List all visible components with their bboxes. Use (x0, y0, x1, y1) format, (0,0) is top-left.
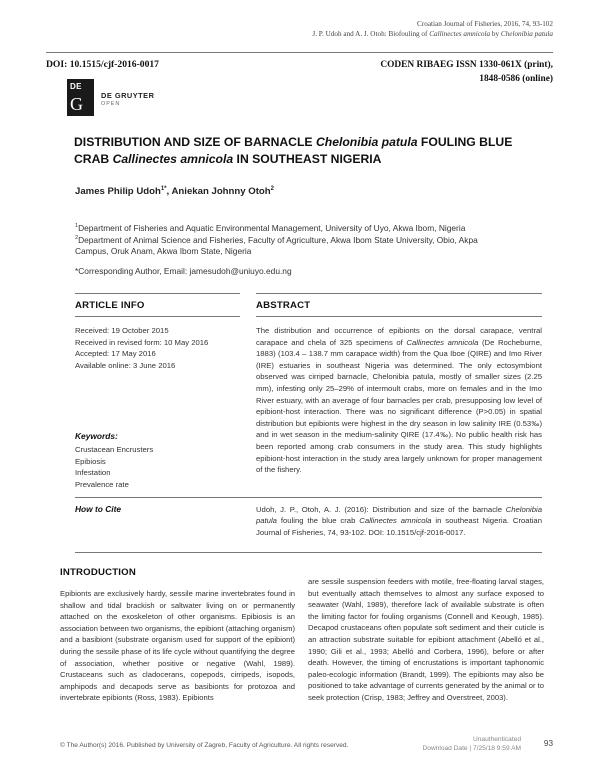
copyright-notice: © The Author(s) 2016. Published by University of Zagreb, Faculty of Agriculture. All rights reserved. (60, 742, 349, 749)
author-2-sup: 2 (270, 186, 274, 192)
keywords-list (75, 444, 153, 490)
abstract-text-2: (De Rocheburne, 1883) (103.4 – 138.7 mm carapace width) from the Qua Iboe (QIRE) and Imo River (IRE) estuaries in southeast Nigeria was determined. The only ectosymbiont observed was cirriped barnacle, Chelonibia patula, mostly of smaller sizes (2.25 mm), infesting only 25–29% of intermoult crabs, more on females and in the Imo River estuary, with an average of four barnacles per crab, presupposing low level of epibiont-host interaction. There was no significant difference (P>0.05) in spatial distribution but epibionts were highest in the dry season in low salinity IRE (0.53‰) and in wet season in the medium-salinity QIRE (17.4‰). No public health risk has been reported among crab consumers in the study area. This study highlights epibiont-host interaction in the study area largely unknown for proper management of the fishery. (256, 337, 542, 475)
running-head-journal: Croatian Journal of Fisheries, 2016, 74, 93-102 (417, 20, 553, 28)
author-sep: , (166, 186, 172, 198)
author-1: James Philip Udoh (75, 186, 161, 198)
abstract-heading: ABSTRACT (256, 300, 311, 311)
article-info-heading: ARTICLE INFO (75, 300, 145, 311)
affiliation-2 (75, 233, 555, 258)
abstract-text-1: The distribution and occurrence of epibionts on the dorsal carapace, ventral carapace and chela of 325 specimens of (256, 326, 542, 347)
abstract-body (256, 325, 542, 476)
doi[interactable]: DOI: 10.1515/cjf-2016-0017 (46, 59, 159, 70)
aff-2-line-2: Campus, Oruk Anam, Akwa Ibom State, Nigeria (75, 246, 252, 257)
article-info-top-rule (75, 293, 240, 294)
title-part-3: IN SOUTHEAST NIGERIA (233, 152, 382, 166)
keyword-item: Infestation (75, 468, 111, 478)
aff-2-line-1: Department of Animal Science and Fisheries, Faculty of Agriculture, Akwa Ibom State University, Obio, Akpa (78, 234, 478, 245)
cite-bottom-rule (75, 552, 542, 553)
revised-date: Received in revised form: 10 May 2016 (75, 337, 209, 347)
download-date: Download Date | 7/25/18 9:59 AM (422, 745, 521, 752)
cite-text-1: Udoh, J. P., Otoh, A. J. (2016): Distribution and size of the barnacle (256, 505, 506, 514)
citation-text (256, 504, 542, 538)
aff-2-sup: 2 (75, 235, 79, 241)
title-part-2: FOULING BLUE CRAB (74, 135, 513, 166)
cite-text-3: in southeast Nigeria. Croatian Journal of Fisheries, 74, 93-102. DOI: 10.1515/cjf-2016-0017. (256, 516, 542, 537)
coden-line-1: CODEN RIBAEG ISSN 1330-061X (print), (380, 60, 553, 70)
unauthenticated-label: Unauthenticated (472, 736, 521, 743)
coden-issn (380, 59, 553, 86)
authors (75, 186, 274, 197)
aff-1-text: Department of Fisheries and Aquatic Environmental Management, University of Uyo, Akwa Ibom, Nigeria (78, 222, 466, 233)
article-title (74, 134, 544, 168)
accepted-date: Accepted: 17 May 2016 (75, 349, 156, 359)
publisher-name: DE GRUYTER (101, 91, 155, 100)
publisher-sub: OPEN (101, 101, 121, 107)
header-rule (46, 52, 553, 53)
coden-line-2: 1848-0586 (online) (479, 73, 553, 84)
logo-g: G (70, 94, 83, 114)
cite-text-2: fouling the blue crab (276, 516, 360, 526)
page-number: 93 (543, 739, 553, 748)
keyword-item: Epibiosis (75, 456, 106, 466)
logo-de: DE (70, 82, 82, 91)
received-date: Received: 19 October 2015 (75, 326, 169, 335)
cite-species-1: Chelonibia patula (256, 505, 542, 526)
abstract-top-rule (256, 293, 542, 294)
running-head-title (312, 29, 553, 39)
introduction-heading: INTRODUCTION (60, 567, 136, 578)
keyword-item: Crustacean Encrusters (75, 445, 154, 454)
keywords-heading: Keywords: (75, 431, 118, 441)
intro-column-2: are sessile suspension feeders with motile, free-floating larval stages, but eventually attach themselves to almost any surface exposed to seawater (Wahl, 1989), therefore lack of available substrate is often the limiting factor for fouling organisms (Connell and Keough, 1985). Decapod crustaceans often populate soft sediment and their cuticle is an attraction substrate suitable for epibiont attachment (Abelló et al., 1990; Gili et al., 1993; Abelló and Corbera, 1996), before or after death. However, the timing of encrustations is important taphonomic paleo-ecologic information (Brandt, 1999). The epibionts may also be positioned to take advantage of currents generated by the animal or to seek protection (Crisp, 1983; Jeffrey and Overstreet, 2003). (308, 577, 544, 702)
title-part-1: DISTRIBUTION AND SIZE OF BARNACLE (74, 135, 316, 149)
author-1-sup: 1* (160, 186, 167, 192)
keyword-item: Prevalence rate (75, 479, 129, 489)
intro-column-1: Epibionts are exclusively hardy, sessile marine invertebrates found in shallow and tidal brackish or saltwater living on or permanently attached on the exoskeleton of other organisms. Epibiosis is an association between two organisms, the epibiont (attaching organism) and a basibiont (substrate organism used for support of the epibiont) during the sessile phase of its life cycle without quantifying the degree of association, whether positive or negative (Wahl, 1989). Crustaceans such as cladocerans, copepods, cirripeds, isopods, amphipods and decapods serve as basibionts for protozoa and invertebrate epibionts (Ross, 1983). Epibionts (60, 589, 295, 703)
cite-species-2: Callinectes amnicola (359, 516, 432, 526)
running-head-title-text: J. P. Udoh and A. J. Otoh: Biofouling of Callinectes amnicola by Chelonibia patula (312, 30, 553, 38)
title-species-2: Callinectes amnicola (112, 152, 234, 166)
abstract-under-rule (256, 316, 542, 317)
how-to-cite-heading: How to Cite (75, 504, 122, 514)
cite-top-rule (75, 497, 542, 498)
online-date: Available online: 3 June 2016 (75, 360, 176, 370)
corresponding-author: *Corresponding Author, Email: jamesudoh@uniuyo.edu.ng (75, 266, 292, 276)
de-gruyter-logo (67, 79, 94, 116)
aff-1-sup: 1 (75, 223, 79, 229)
article-info-under-rule (75, 316, 240, 317)
article-dates (75, 325, 208, 371)
author-2: Aniekan Johnny Otoh (171, 186, 271, 198)
abstract-species: Callinectes amnicola (406, 337, 479, 347)
title-species-1: Chelonibia patula (315, 135, 418, 149)
